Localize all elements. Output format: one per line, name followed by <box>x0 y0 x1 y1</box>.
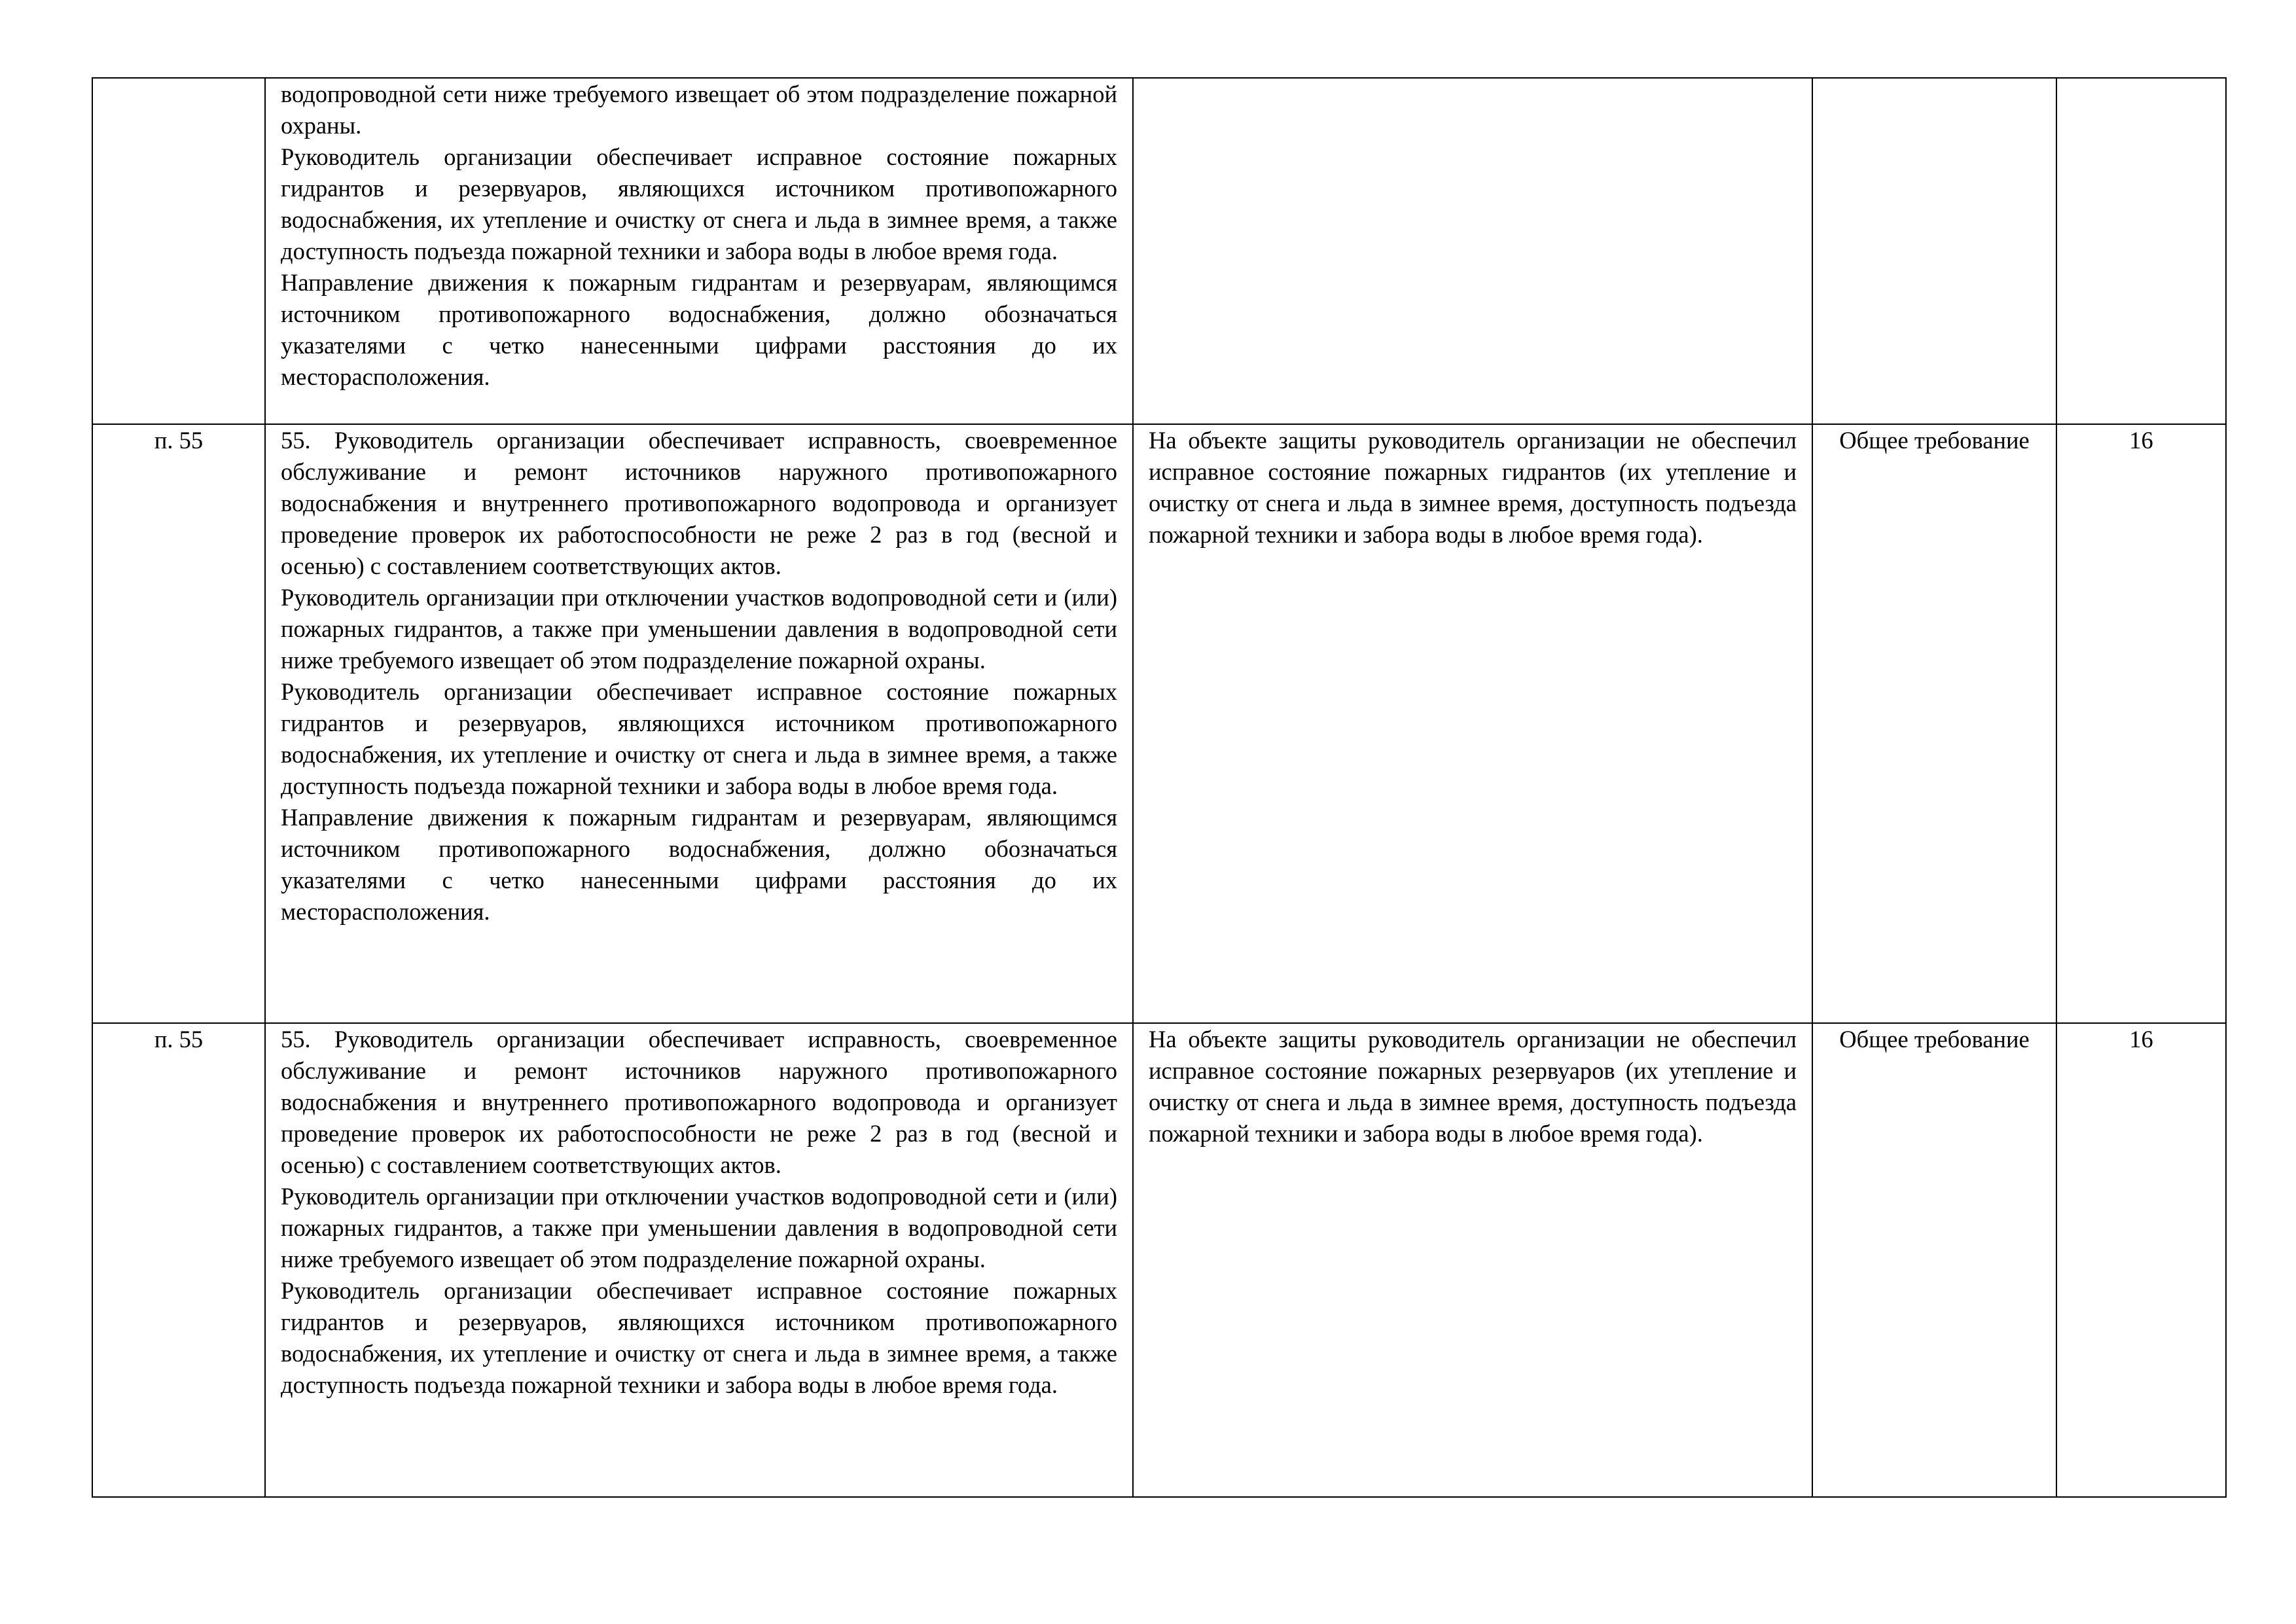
clause-number-cell: п. 55 <box>92 424 265 1023</box>
violation-text: На объекте защиты руководитель организации не обеспечил исправное состояние пожарных гидрантов (их утепление и очистку от снега и льда в зимнее время, доступность подъезда пожарной техники и забора воды в любое время года). <box>1149 427 1797 548</box>
violation-cell <box>1133 1023 1812 1497</box>
requirement-text-cell <box>265 1023 1133 1497</box>
requirement-paragraph: Руководитель организации при отключении участков водопроводной сети и (или) пожарных гидрантов, а также при уменьшении давления в водопроводной сети ниже требуемого извещает об этом подразделение пожарной охраны. <box>281 1183 1117 1272</box>
points-cell <box>2056 78 2226 424</box>
table-row <box>92 78 2226 424</box>
table-row <box>92 424 2226 1023</box>
requirements-table <box>92 77 2227 1498</box>
category-cell: Общее требование <box>1812 1023 2056 1497</box>
requirement-paragraph: Направление движения к пожарным гидрантам и резервуарам, являющимся источником противопожарного водоснабжения, должно обозначаться указателями с четко нанесенными цифрами расстояния до их месторасположения. <box>281 269 1117 390</box>
clause-number-cell: п. 55 <box>92 1023 265 1497</box>
violation-text: На объекте защиты руководитель организации не обеспечил исправное состояние пожарных резервуаров (их утепление и очистку от снега и льда в зимнее время, доступность подъезда пожарной техники и забора воды в любое время года). <box>1149 1026 1797 1147</box>
category-cell <box>1812 78 2056 424</box>
requirement-paragraph: 55. Руководитель организации обеспечивает исправность, своевременное обслуживание и ремонт источников наружного противопожарного водоснабжения и внутреннего противопожарного водопровода и организует проведение проверок их работоспособности не реже 2 раз в год (весной и осенью) с составлением соответствующих актов. <box>281 427 1117 579</box>
requirement-text-cell <box>265 78 1133 424</box>
requirement-paragraph: Руководитель организации при отключении участков водопроводной сети и (или) пожарных гидрантов, а также при уменьшении давления в водопроводной сети ниже требуемого извещает об этом подразделение пожарной охраны. <box>281 584 1117 674</box>
points-cell: 16 <box>2056 424 2226 1023</box>
document-page <box>92 77 2225 1498</box>
requirement-paragraph: Направление движения к пожарным гидрантам и резервуарам, являющимся источником противопожарного водоснабжения, должно обозначаться указателями с четко нанесенными цифрами расстояния до их месторасположения. <box>281 804 1117 925</box>
table-row <box>92 1023 2226 1497</box>
points-cell: 16 <box>2056 1023 2226 1497</box>
clause-number-cell <box>92 78 265 424</box>
requirement-paragraph: водопроводной сети ниже требуемого извещает об этом подразделение пожарной охраны. <box>281 81 1117 139</box>
violation-cell <box>1133 78 1812 424</box>
requirement-paragraph: Руководитель организации обеспечивает исправное состояние пожарных гидрантов и резервуаров, являющихся источником противопожарного водоснабжения, их утепление и очистку от снега и льда в зимнее время, а также доступность подъезда пожарной техники и забора воды в любое время года. <box>281 1277 1117 1398</box>
requirement-paragraph: Руководитель организации обеспечивает исправное состояние пожарных гидрантов и резервуаров, являющихся источником противопожарного водоснабжения, их утепление и очистку от снега и льда в зимнее время, а также доступность подъезда пожарной техники и забора воды в любое время года. <box>281 143 1117 264</box>
requirement-text-cell <box>265 424 1133 1023</box>
category-cell: Общее требование <box>1812 424 2056 1023</box>
violation-cell <box>1133 424 1812 1023</box>
requirement-paragraph: 55. Руководитель организации обеспечивает исправность, своевременное обслуживание и ремонт источников наружного противопожарного водоснабжения и внутреннего противопожарного водопровода и организует проведение проверок их работоспособности не реже 2 раз в год (весной и осенью) с составлением соответствующих актов. <box>281 1026 1117 1178</box>
requirement-paragraph: Руководитель организации обеспечивает исправное состояние пожарных гидрантов и резервуаров, являющихся источником противопожарного водоснабжения, их утепление и очистку от снега и льда в зимнее время, а также доступность подъезда пожарной техники и забора воды в любое время года. <box>281 678 1117 799</box>
